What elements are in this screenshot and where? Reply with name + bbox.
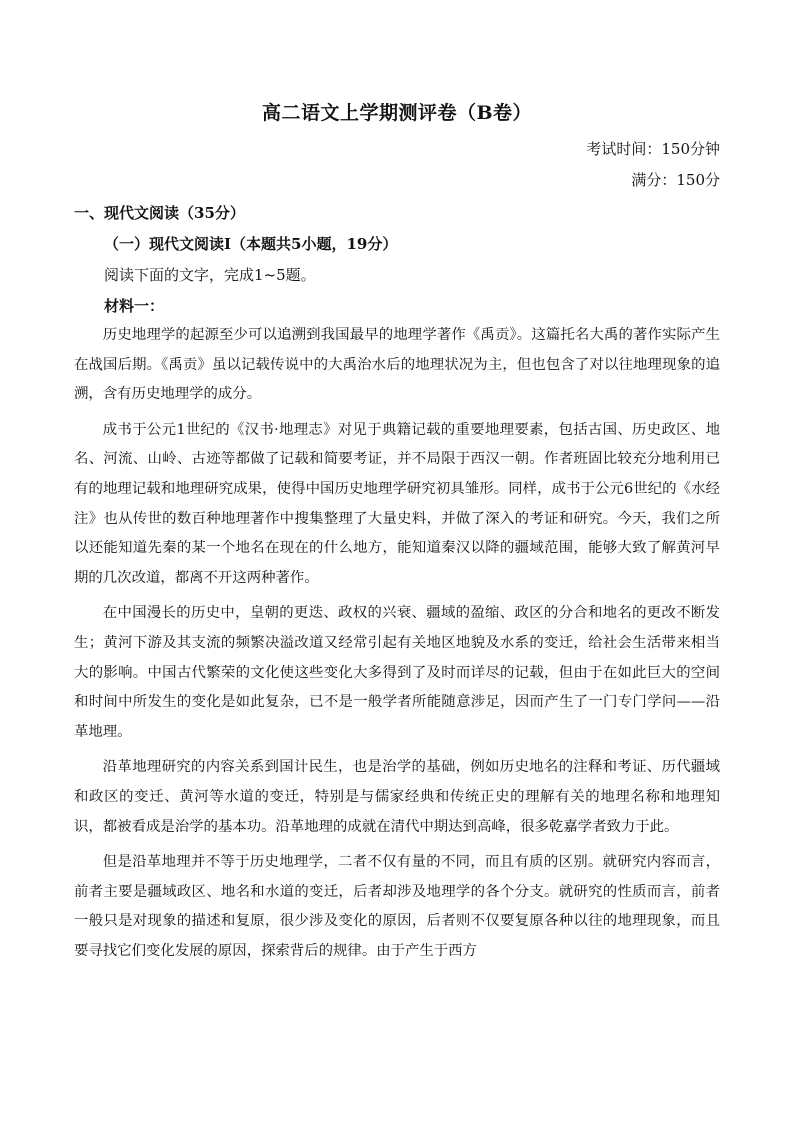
material-label: 材料一： xyxy=(104,297,165,315)
subsection-heading: （一）现代文阅读Ⅰ（本题共5小题，19分） xyxy=(104,235,398,253)
paragraph: 成书于公元1世纪的《汉书·地理志》对见于典籍记载的重要地理要素，包括古国、历史政区、地名、河流、山岭、古迹等都做了记载和简要考证，并不局限于西汉一朝。作者班固比较充分地利用已有的地理记载和地理研究成果，使得中国历史地理学研究初具雏形。同样，成书于公元6世纪的《水经注》也从传世的数百种地理著作中搜集整理了大量史料，并做了深入的考证和研究。今天，我们之所以还能知道先秦的某一个地名在现在的什么地方，能知道秦汉以降的疆域范围，能够大致了解黄河早期的几次改道，都离不开这两种著作。 xyxy=(74,421,720,586)
paragraph: 在中国漫长的历史中，皇朝的更迭、政权的兴衰、疆域的盈缩、政区的分合和地名的更改不断发生；黄河下游及其支流的频繁决溢改道又经常引起有关地区地貌及水系的变迁，给社会生活带来相当大的影响。中国古代繁荣的文化使这些变化大多得到了及时而详尽的记载，但由于在如此巨大的空间和时间中所发生的变化是如此复杂，已不是一般学者所能随意涉足，因而产生了一门专门学问——沿革地理。 xyxy=(74,605,720,740)
section-heading: 一、现代文阅读（35分） xyxy=(74,204,245,222)
exam-time: 考试时间：150分钟 xyxy=(586,140,720,158)
paragraph: 沿革地理研究的内容关系到国计民生，也是治学的基础，例如历史地名的注释和考证、历代疆域和政区的变迁、黄河等水道的变迁，特别是与儒家经典和传统正史的理解有关的地理名称和地理知识，都被看成是治学的基本功。沿革地理的成就在清代中期达到高峰，很多乾嘉学者致力于此。 xyxy=(74,759,720,835)
passage-body xyxy=(74,321,720,966)
reading-instruction: 阅读下面的文字，完成1~5题。 xyxy=(104,266,316,284)
full-score: 满分：150分 xyxy=(631,171,720,189)
paragraph: 但是沿革地理并不等于历史地理学，二者不仅有量的不同，而且有质的区别。就研究内容而言，前者主要是疆域政区、地名和水道的变迁，后者却涉及地理学的各个分支。就研究的性质而言，前者一般只是对现象的描述和复原，很少涉及变化的原因，后者则不仅要复原各种以往的地理现象，而且要寻找它们变化发展的原因，探索背后的规律。由于产生于西方 xyxy=(74,854,720,959)
paragraph: 历史地理学的起源至少可以追溯到我国最早的地理学著作《禹贡》。这篇托名大禹的著作实际产生在战国后期。《禹贡》虽以记载传说中的大禹治水后的地理状况为主，但也包含了对以往地理现象的追溯，含有历史地理学的成分。 xyxy=(74,327,720,403)
document-title: 高二语文上学期测评卷（B卷） xyxy=(261,102,533,124)
